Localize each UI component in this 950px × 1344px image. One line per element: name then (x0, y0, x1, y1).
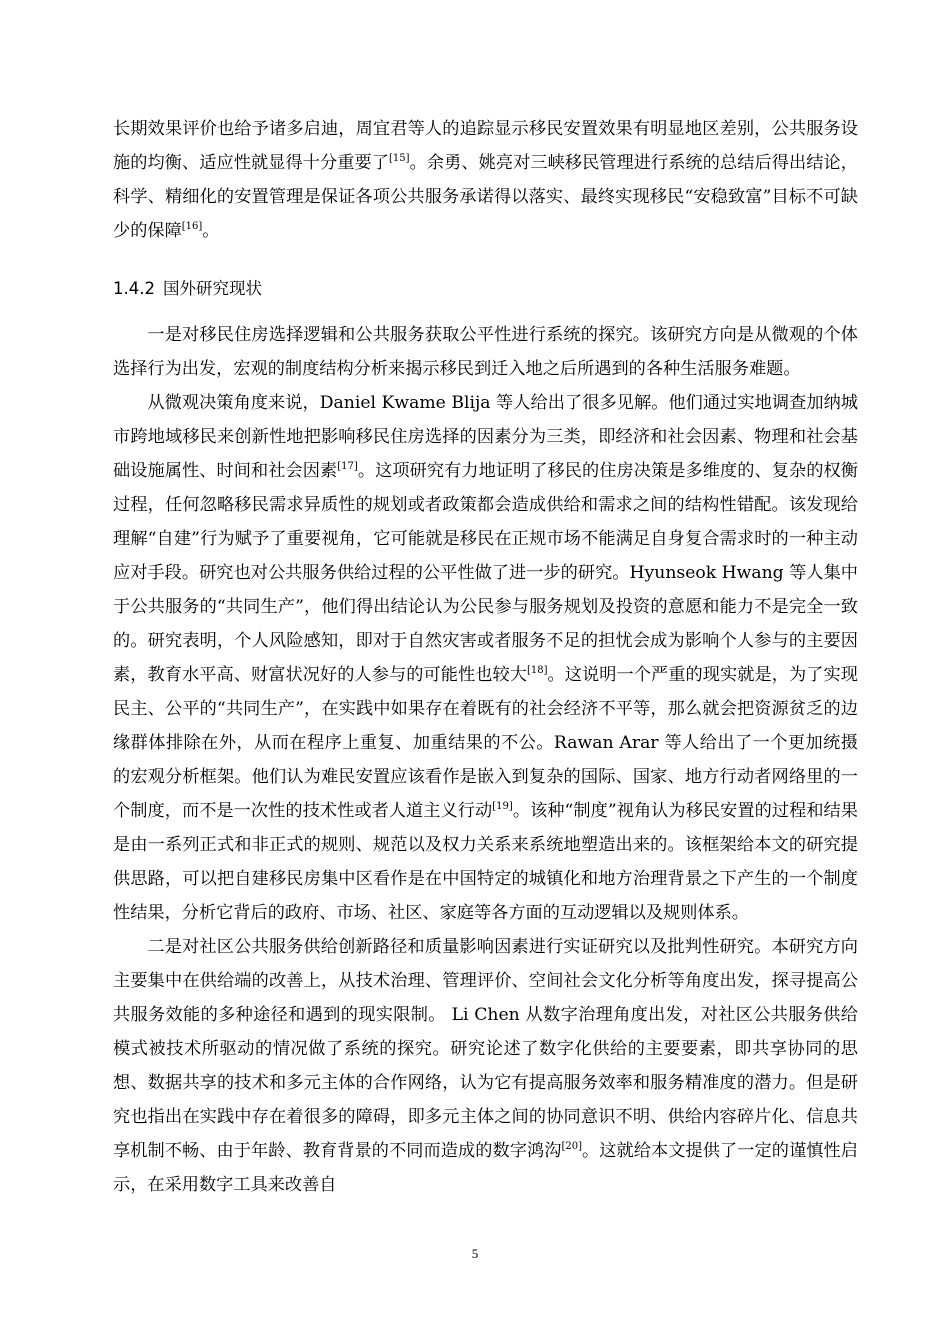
citation-18: [18] (526, 665, 548, 676)
section-heading (113, 272, 858, 306)
section-number: 1.4.2 (113, 279, 155, 298)
citation-19: [19] (492, 801, 513, 812)
citation-17: [17] (337, 461, 358, 472)
section-title: 国外研究现状 (162, 279, 262, 298)
citation-20: [20] (561, 1141, 582, 1152)
paragraph-1: 长期效果评价也给予诸多启迪，周宜君等人的追踪显示移民安置效果有明显地区差别，公共服务设施的均衡、适应性就显得十分重要了[15]。余勇、姚亮对三峡移民管理进行系统的总结后得出结论，科学、精细化的安置管理是保证各项公共服务承诺得以落实、最终实现移民“安稳致富”目标不可缺少的保障[16]。 (113, 119, 858, 241)
citation-16: [16] (181, 221, 203, 232)
paragraph-3: 从微观决策角度来说，Daniel Kwame Blija 等人给出了很多见解。他们通过实地调查加纳城市跨地域移民来创新性地把影响移民住房选择的因素分为三类，即经济和社会因素、物理和社会基础设施属性、时间和社会因素[17]。这项研究有力地证明了移民的住房决策是多维度的、复杂的权衡过程，任何忽略移民需求异质性的规划或者政策都会造成供给和需求之间的结构性错配。该发现给理解“自建”行为赋予了重要视角，它可能就是移民在正规市场不能满足自身复合需求时的一种主动应对手段。研究也对公共服务供给过程的公平性做了进一步的研究。Hyunseok Hwang 等人集中于公共服务的“共同生产”，他们得出结论认为公民参与服务规划及投资的意愿和能力不是完全一致的。研究表明，个人风险感知，即对于自然灾害或者服务不足的担忧会成为影响个人参与的主要因素，教育水平高、财富状况好的人参与的可能性也较大[18]。这说明一个严重的现实就是，为了实现民主、公平的“共同生产”，在实践中如果存在着既有的社会经济不平等，那么就会把资源贫乏的边缘群体排除在外，从而在程序上重复、加重结果的不公。Rawan Arar 等人给出了一个更加统摄的宏观分析框架。他们认为难民安置应该看作是嵌入到复杂的国际、国家、地方行动者网络里的一个制度，而不是一次性的技术性或者人道主义行动[19]。该种“制度”视角认为移民安置的过程和结果是由一系列正式和非正式的规则、规范以及权力关系来系统地塑造出来的。该框架给本文的研究提供思路，可以把自建移民房集中区看作是在中国特定的城镇化和地方治理背景之下产生的一个制度性结果，分析它背后的政府、市场、社区、家庭等各方面的互动逻辑以及规则体系。 (113, 393, 858, 923)
paragraph-2: 一是对移民住房选择逻辑和公共服务获取公平性进行系统的探究。该研究方向是从微观的个体选择行为出发，宏观的制度结构分析来揭示移民到迁入地之后所遇到的各种生活服务难题。 (113, 325, 858, 379)
body-text (113, 112, 858, 1202)
page-number: 5 (471, 1246, 479, 1261)
paragraph-4: 二是对社区公共服务供给创新路径和质量影响因素进行实证研究以及批判性研究。本研究方向主要集中在供给端的改善上，从技术治理、管理评价、空间社会文化分析等角度出发，探寻提高公共服务效能的多种途径和遇到的现实限制。 Li Chen 从数字治理角度出发，对社区公共服务供给模式被技术所驱动的情况做了系统的探究。研究论述了数字化供给的主要要素，即共享协同的思想、数据共享的技术和多元主体的合作网络，认为它有提高服务效率和服务精准度的潜力。但是研究也指出在实践中存在着很多的障碍，即多元主体之间的协同意识不明、供给内容碎片化、信息共享机制不畅、由于年龄、教育背景的不同而造成的数字鸿沟[20]。这就给本文提供了一定的谨慎性启示，在采用数字工具来改善自 (113, 937, 858, 1195)
citation-15: [15] (388, 153, 410, 164)
